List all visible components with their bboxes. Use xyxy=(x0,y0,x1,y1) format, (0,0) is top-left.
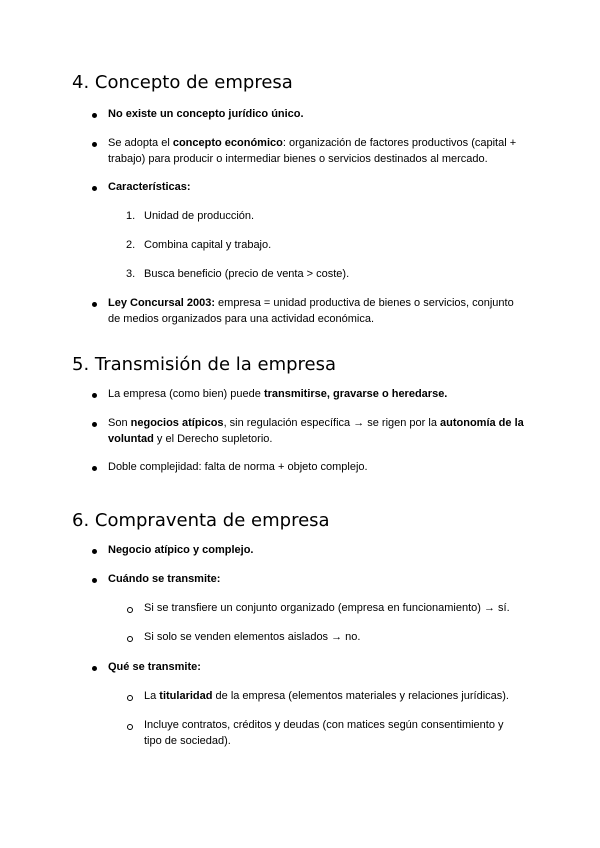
list-item: Cuándo se transmite: xyxy=(108,573,221,585)
sub-bullet-icon xyxy=(127,724,133,730)
bullet-icon xyxy=(92,393,97,398)
bullet-icon xyxy=(92,549,97,554)
section-heading-transmision-empresa: 5. Transmisión de la empresa xyxy=(72,354,337,375)
sub-bullet-icon xyxy=(127,607,133,613)
list-item: Doble complejidad: falta de norma + objeto complejo. xyxy=(108,461,368,473)
list-item: Si se transfiere un conjunto organizado (empresa en funcionamiento) → sí. xyxy=(144,602,510,614)
list-item: Si solo se venden elementos aislados → no. xyxy=(144,631,361,643)
bullet-icon xyxy=(92,142,97,147)
bullet-icon xyxy=(92,466,97,471)
list-item: La empresa (como bien) puede transmitirse, gravarse o heredarse. xyxy=(108,388,448,400)
bullet-icon xyxy=(92,113,97,118)
list-item: Busca beneficio (precio de venta > coste). xyxy=(144,268,350,280)
bullet-icon xyxy=(92,578,97,583)
list-item: Negocio atípico y complejo. xyxy=(108,544,254,556)
list-item: Qué se transmite: xyxy=(108,661,201,673)
bullet-icon xyxy=(92,666,97,671)
list-item: Incluye contratos, créditos y deudas (con matices según consentimiento y tipo de sociedad). xyxy=(144,719,504,747)
section-heading-concepto-empresa: 4. Concepto de empresa xyxy=(72,72,293,93)
bullet-icon xyxy=(92,186,97,191)
sub-bullet-icon xyxy=(127,636,133,642)
section-heading-compraventa-empresa: 6. Compraventa de empresa xyxy=(72,510,330,531)
sub-bullet-icon xyxy=(127,695,133,701)
bullet-icon xyxy=(92,302,97,307)
list-item: Unidad de producción. xyxy=(144,210,255,222)
list-item: No existe un concepto jurídico único. xyxy=(108,108,304,120)
list-number: 1. xyxy=(126,210,136,222)
bullet-icon xyxy=(92,422,97,427)
list-item: Se adopta el concepto económico: organización de factores productivos (capital + trabajo) para producir o intermediar bienes o servicios destinados al mercado. xyxy=(108,137,517,165)
list-number: 3. xyxy=(126,268,136,280)
list-item: La titularidad de la empresa (elementos materiales y relaciones jurídicas). xyxy=(144,690,509,702)
list-item: Características: xyxy=(108,181,191,193)
list-number: 2. xyxy=(126,239,136,251)
list-item: Son negocios atípicos, sin regulación específica → se rigen por la autonomía de la voluntad y el Derecho supletorio. xyxy=(108,417,524,445)
list-item: Ley Concursal 2003: empresa = unidad productiva de bienes o servicios, conjunto de medios organizados para una actividad económica. xyxy=(108,297,514,325)
list-item: Combina capital y trabajo. xyxy=(144,239,272,251)
